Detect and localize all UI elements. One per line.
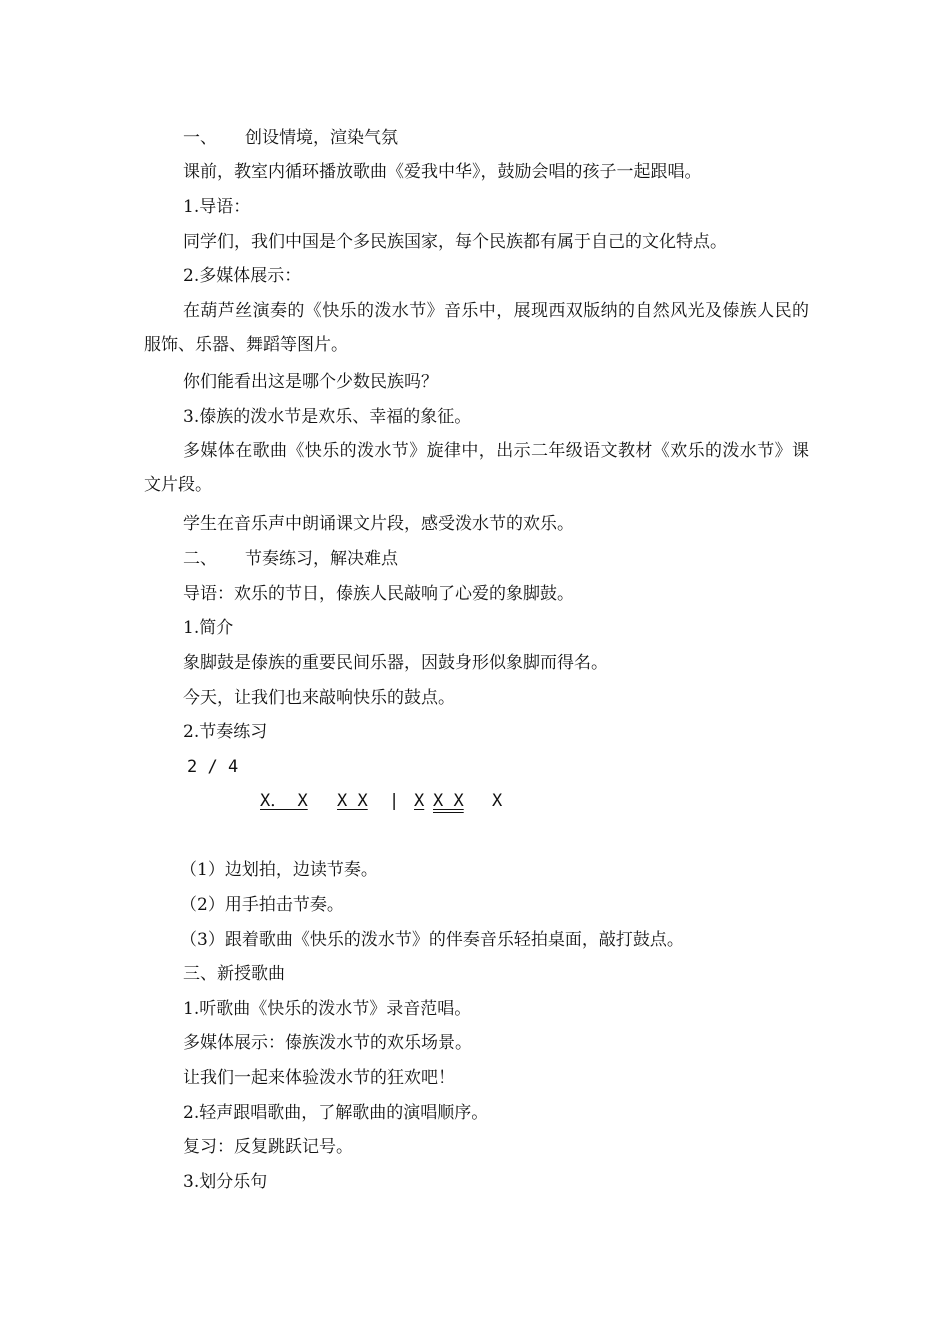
section1-recite: 学生在音乐声中朗诵课文片段，感受泼水节的欢乐。 [183, 514, 574, 534]
section1-item2-label: 2.多媒体展示： [183, 266, 302, 286]
section1-item3-text: 多媒体在歌曲《快乐的泼水节》旋律中，出示二年级语文教材《欢乐的泼水节》课文片段。 [144, 441, 809, 495]
section2-item1-label: 1.简介 [183, 618, 234, 638]
section3-item2-text: 复习：反复跳跃记号。 [183, 1137, 353, 1157]
practice-step-1: （1）边划拍，边读节奏。 [180, 860, 378, 880]
section1-number: 一、 [183, 128, 217, 148]
rhythm-group-4: X [492, 791, 503, 811]
practice-step-3: （3）跟着歌曲《快乐的泼水节》的伴奏音乐轻拍桌面，敲打鼓点。 [180, 930, 684, 950]
section2-heading [183, 547, 398, 571]
section3-item1-text2: 让我们一起来体验泼水节的狂欢吧！ [183, 1068, 455, 1088]
time-signature: 2 / 4 [187, 757, 239, 777]
section2-number: 二、 [183, 549, 217, 569]
practice-step-2: （2）用手拍击节奏。 [180, 895, 344, 915]
section2-item1-text: 象脚鼓是傣族的重要民间乐器，因鼓身形似象脚而得名。 [183, 653, 608, 673]
section2-intro: 导语：欢乐的节日，傣族人民敲响了心爱的象脚鼓。 [183, 584, 574, 604]
section1-item2-paragraph [144, 294, 809, 362]
section2-title: 节奏练习，解决难点 [245, 549, 398, 569]
section3-item1-label: 1.听歌曲《快乐的泼水节》录音范唱。 [183, 999, 472, 1019]
section2-item1-text2: 今天，让我们也来敲响快乐的鼓点。 [183, 688, 455, 708]
section1-title: 创设情境，渲染气氛 [245, 128, 398, 148]
rhythm-group-3a: X [414, 791, 425, 811]
section3-item1-text: 多媒体展示：傣族泼水节的欢乐场景。 [183, 1033, 472, 1053]
section1-question: 你们能看出这是哪个少数民族吗？ [183, 372, 438, 392]
section1-intro: 课前，教室内循环播放歌曲《爱我中华》，鼓励会唱的孩子一起跟唱。 [183, 162, 702, 182]
section1-item1-label: 1.导语： [183, 197, 251, 217]
section1-heading [183, 126, 398, 150]
section2-item2-label: 2.节奏练习 [183, 722, 268, 742]
section3-item2-label: 2.轻声跟唱歌曲，了解歌曲的演唱顺序。 [183, 1103, 489, 1123]
section3-heading: 三、新授歌曲 [183, 964, 285, 984]
rhythm-barline: | [389, 791, 400, 811]
section1-item2-text: 在葫芦丝演奏的《快乐的泼水节》音乐中，展现西双版纳的自然风光及傣族人民的服饰、乐器、舞蹈等图片。 [144, 301, 809, 355]
section1-item1-text: 同学们，我们中国是个多民族国家，每个民族都有属于自己的文化特点。 [183, 232, 727, 252]
section1-item3-label: 3.傣族的泼水节是欢乐、幸福的象征。 [183, 407, 472, 427]
section3-item3-label: 3.划分乐句 [183, 1172, 268, 1192]
rhythm-group-2: X X [337, 791, 368, 811]
rhythm-group-1: X． X [260, 791, 308, 811]
rhythm-group-3b: X X [433, 791, 464, 811]
section1-item3-paragraph [144, 434, 809, 502]
